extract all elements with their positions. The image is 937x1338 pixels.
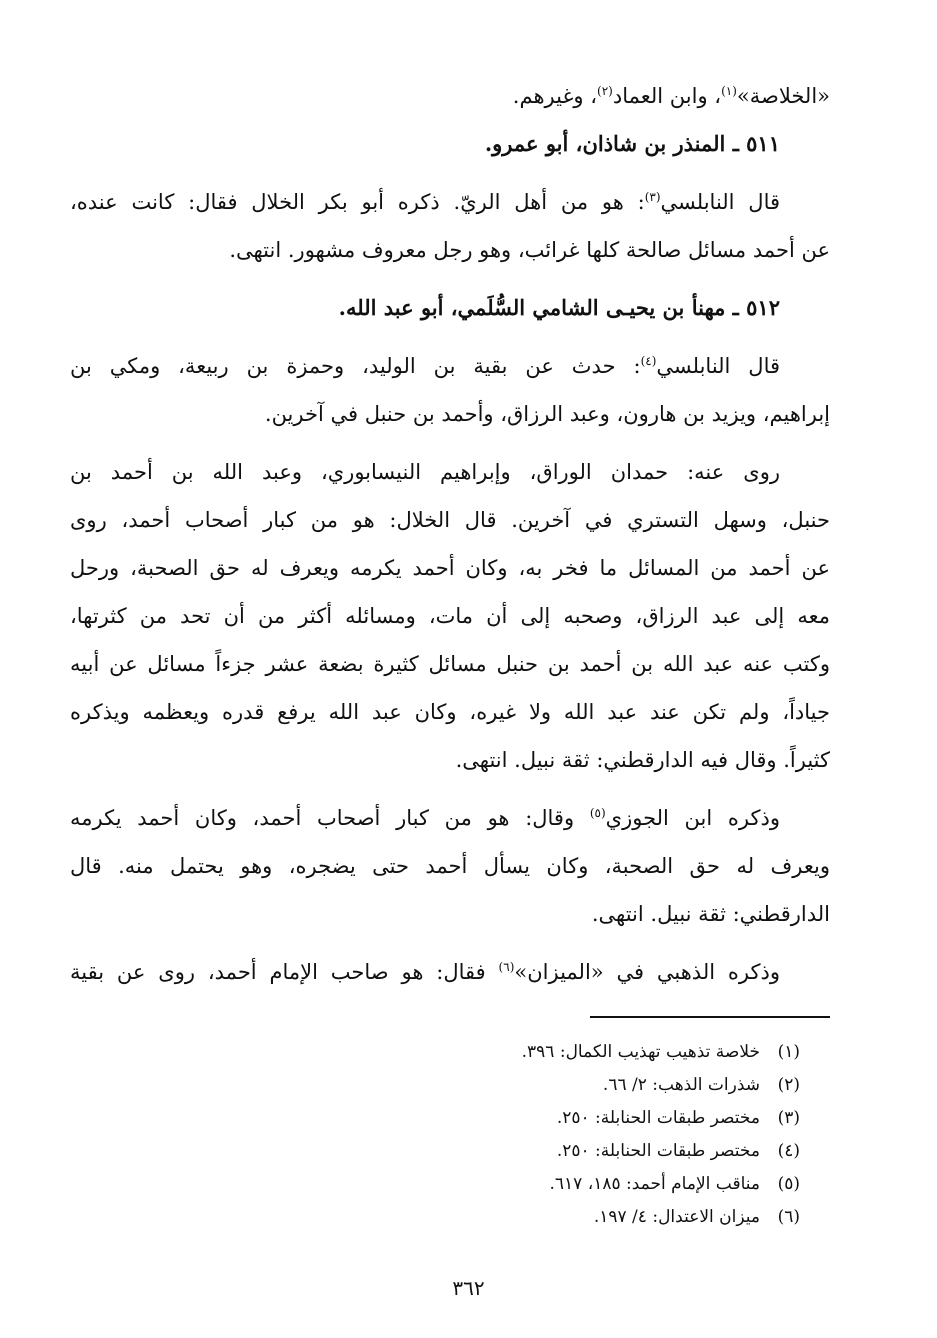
paragraph-line [70, 342, 830, 390]
footnote [70, 1069, 830, 1102]
paragraph-line: عن أحمد من المسائل ما فخر به، وكان أحمد يكرمه ويعرف له حق الصحبة، ورحل [70, 556, 830, 580]
paragraph-line: ويعرف له حق الصحبة، وكان يسأل أحمد حتى يضجره، وهو يحتمل منه. قال [70, 854, 830, 878]
page-number: ٣٦٢ [452, 1276, 485, 1300]
text-span: قال النابلسي [656, 354, 781, 378]
footnote-number: (٣) [777, 1108, 800, 1128]
text-span: «الخلاصة» [736, 84, 830, 108]
paragraph-line: الدارقطني: ثقة نبيل. انتهى. [591, 902, 830, 926]
footnote [70, 1168, 830, 1201]
paragraph-line: روى عنه: حمدان الوراق، وإبراهيم النيسابوري، وعبد الله بن أحمد بن [70, 460, 780, 484]
text-span: ، وغيرهم. [512, 84, 598, 108]
footnote [70, 1036, 830, 1069]
footnote-ref[interactable]: (٣) [644, 190, 661, 204]
footnotes [70, 1036, 830, 1234]
entry-heading-511: ٥١١ ـ المنذر بن شاذان، أبو عمرو. [484, 131, 780, 156]
paragraph-line [70, 948, 830, 996]
paragraph-line [70, 72, 830, 120]
footnote-text: خلاصة تذهيب تهذيب الكمال: ٣٩٦. [521, 1042, 760, 1062]
footnote-number: (٢) [777, 1075, 800, 1095]
paragraph-line [70, 794, 830, 842]
text-span: وقال: هو من كبار أصحاب أحمد، وكان أحمد يكرمه [70, 806, 590, 830]
main-text [70, 72, 830, 996]
text-span: : هو من أهل الريّ. ذكره أبو بكر الخلال فقال: كانت عنده، [70, 190, 645, 214]
paragraph-line: كثيراً. وقال فيه الدارقطني: ثقة نبيل. انتهى. [455, 748, 830, 772]
footnote-number: (٤) [777, 1141, 800, 1161]
footnote-ref[interactable]: (٤) [640, 354, 657, 368]
footnote-text: شذرات الذهب: ٢/ ٦٦. [602, 1075, 760, 1095]
paragraph-line: عن أحمد مسائل صالحة كلها غرائب، وهو رجل معروف مشهور. انتهى. [229, 238, 830, 262]
footnote-number: (٦) [777, 1207, 800, 1227]
paragraph-line [70, 178, 830, 226]
text-span: وذكره ابن الجوزي [605, 806, 780, 830]
text-span: فقال: هو صاحب الإمام أحمد، روى عن بقية [70, 960, 499, 984]
footnote-number: (١) [777, 1042, 800, 1062]
footnote-ref[interactable]: (١) [721, 84, 737, 98]
paragraph-line: إبراهيم، ويزيد بن هارون، وعبد الرزاق، وأحمد بن حنبل في آخرين. [264, 402, 830, 426]
paragraph-line: جياداً، ولم تكن عند عبد الله ولا غيره، وكان عبد الله يرفع قدره ويعظمه ويذكره [70, 700, 830, 724]
text-span: وذكره الذهبي في «الميزان» [514, 960, 780, 984]
text-span: قال النابلسي [660, 190, 781, 214]
text-span: : حدث عن بقية بن الوليد، وحمزة بن ربيعة، ومكي بن [70, 354, 641, 378]
footnote-text: مختصر طبقات الحنابلة: ٢٥٠. [556, 1108, 760, 1128]
footnote-text: مناقب الإمام أحمد: ١٨٥، ٦١٧. [549, 1174, 760, 1194]
footnote [70, 1102, 830, 1135]
paragraph-line: معه إلى عبد الرزاق، وصحبه إلى أن مات، ومسائله أكثر من أن تحد من كثرتها، [70, 604, 830, 628]
footnote [70, 1201, 830, 1234]
footnote [70, 1135, 830, 1168]
footnote-ref[interactable]: (٦) [498, 960, 515, 974]
footnote-separator [590, 1016, 830, 1018]
footnote-text: مختصر طبقات الحنابلة: ٢٥٠. [556, 1141, 760, 1161]
footnote-ref[interactable]: (٢) [597, 84, 613, 98]
footnote-number: (٥) [777, 1174, 800, 1194]
entry-heading-512: ٥١٢ ـ مهنأ بن يحيـى الشامي السُّلَمي، أبو عبد الله. [338, 295, 780, 320]
paragraph-line: حنبل، وسهل التستري في آخرين. قال الخلال: هو من كبار أصحاب أحمد، روى [70, 508, 830, 532]
text-span: ، وابن العماد [612, 84, 722, 108]
paragraph-line: وكتب عنه عبد الله بن أحمد بن حنبل مسائل كثيرة بضعة عشر جزءاً مسائل عن أبيه [70, 652, 830, 676]
footnote-text: ميزان الاعتدال: ٤/ ١٩٧. [593, 1207, 760, 1227]
footnote-ref[interactable]: (٥) [589, 806, 606, 820]
